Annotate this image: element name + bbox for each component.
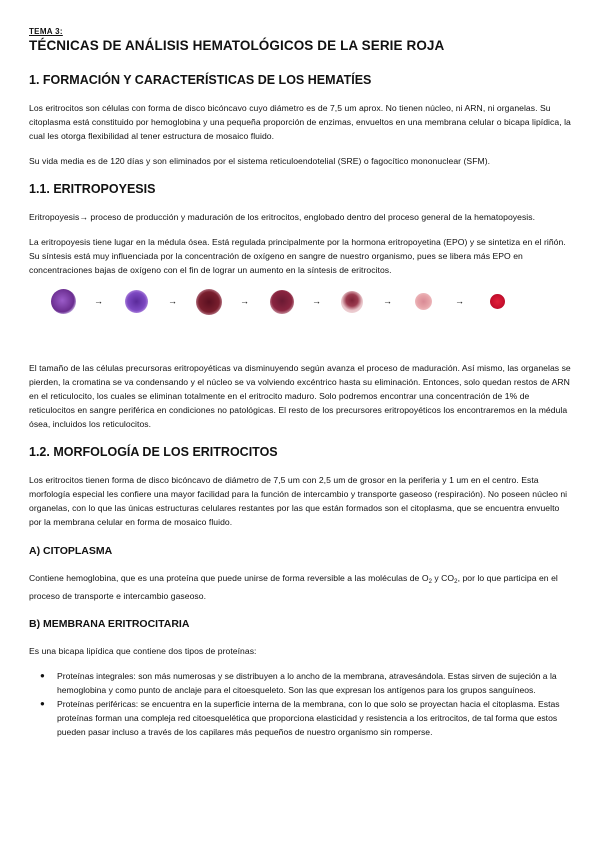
peripheral-proteins-text: Proteínas periféricas: se encuentra en la superficie interna de la membrana, con lo que solo se proyectan hacia el citoplasma. Estas proteínas forman una compleja red citoesquelética que proporciona elasticidad y resistencia a los eritrocitos, de tal forma que estos pueden pasar incluso a través de los capilares más pequeños de nuestro organismo sin romperse. [57,699,560,737]
definition-arrow: → [79,212,88,222]
membrana-intro: Es una bicapa lipídica que contiene dos tipos de proteínas: [29,646,257,656]
document-page [29,26,574,739]
sequence-arrow: → [312,296,321,306]
protein-list [29,669,574,739]
page-title: TÉCNICAS DE ANÁLISIS HEMATOLÓGICOS DE LA SERIE ROJA [29,38,445,53]
sequence-arrow: → [455,296,464,306]
co2-subscript: 2 [454,579,458,585]
sequence-arrow: → [94,296,103,306]
citoplasma-text-1: Contiene hemoglobina, que es una proteína que puede unirse de forma reversible a las moléculas de O [29,573,429,583]
integral-proteins-text: Proteínas integrales: son más numerosas y se distribuyen a lo ancho de la membrana, atravesándola. Estas sirven de sujeción a la hemoglobina y como punto de anclaje para el citoesqueleto. Son las que expresan los antígenos para los grupos sanguíneos. [57,671,557,695]
section-1-paragraph-2: Su vida media es de 120 días y son eliminados por el sistema reticuloendotelial (SRE) o fagocítico mononuclear (SFM). [29,156,491,166]
mature-erythrocyte-cell [490,294,505,309]
membrana-heading: B) MEMBRANA ERITROCITARIA [29,618,190,630]
sequence-arrow: → [383,296,392,306]
section-1-1-paragraph-2: La eritropoyesis tiene lugar en la médula ósea. Está regulada principalmente por la hormona eritropoyetina (EPO) y se sintetiza en el riñón. Su síntesis está muy influenciada por la concentración de oxígeno en sangre de nuestro organismo, pues se libera más EPO en concentraciones bajas de oxígeno con el fin de lograr un aumento en la síntesis de eritrocitos. [29,237,566,275]
citoplasma-paragraph [29,571,574,603]
proerythroblast-cell [51,289,76,314]
bullet-icon: ● [40,671,45,680]
section-1-1-heading: 1.1. ERITROPOYESIS [29,182,156,196]
citoplasma-heading: A) CITOPLASMA [29,545,113,557]
basophilic-erythroblast-cell [125,290,148,313]
tema-label: TEMA 3: [29,27,63,36]
list-item [29,669,574,697]
eritropoyesis-definition-text: proceso de producción y maduración de los eritrocitos, englobado dentro del proceso general de la hematopoyesis. [87,212,536,222]
citoplasma-text-3: , por lo que participa en el proceso de transporte e intercambio gaseoso. [29,573,558,601]
section-1-paragraph-1: Los eritrocitos son células con forma de disco bicóncavo cuyo diámetro es de 7,5 um aprox. No tienen núcleo, ni ARN, ni organelas. Su citoplasma está constituido por hemoglobina y una pequeña proporción de enzimas, envueltos en una membrana celular o bicapa lipídica, la cual les otorga flexibilidad al tener estructura de mosaico fluido. [29,103,571,141]
late-erythroblast-cell [341,291,363,313]
section-1-1-paragraph-3: El tamaño de las células precursoras eritropoyéticas va disminuyendo según avanza el proceso de maduración. Así mismo, las organelas se pierden, la cromatina se va condensando y el núcleo se va volviendo excéntrico hasta su eliminación. Entonces, solo quedan restos de ARN en el reticulocito, los cuales se eliminan totalmente en el eritrocito maduro. Solo podremos encontrar una concentración de 1% de reticulocitos en sangre periférica en condiciones no patológicas. El resto de los precursores eritropoyéticos los encontraremos en la médula ósea, incluidos los reticulocitos. [29,363,571,429]
citoplasma-text-2: y CO [431,573,455,583]
sequence-arrow: → [240,296,249,306]
eritropoyesis-definition [29,210,574,224]
section-1-heading: 1. FORMACIÓN Y CARACTERÍSTICAS DE LOS HEMATÍES [29,73,372,87]
section-1-2-paragraph-1: Los eritrocitos tienen forma de disco bicóncavo de diámetro de 7,5 um con 2,5 um de grosor en la periferia y 1 um en el centro. Esta morfología especial les confiere una mayor facilidad para la función de intercambio y transporte gaseoso (respiración). No poseen núcleo ni organelas, con lo que las únicas estructuras celulares restantes por las que están formados son el citoplasma, que se encuentra envuelto por la membrana celular en forma de mosaico fluido. [29,475,568,527]
list-item [29,697,574,739]
polychromatic-erythroblast-cell [196,289,222,315]
reticulocyte-cell [415,293,432,310]
o2-subscript: 2 [428,579,432,585]
sequence-arrow: → [168,296,177,306]
orthochromatic-erythroblast-cell [270,290,294,314]
erythropoiesis-sequence [29,283,574,323]
bullet-icon: ● [40,699,45,708]
section-1-2-heading: 1.2. MORFOLOGÍA DE LOS ERITROCITOS [29,445,278,459]
eritropoyesis-term: Eritropoyesis [29,212,80,222]
